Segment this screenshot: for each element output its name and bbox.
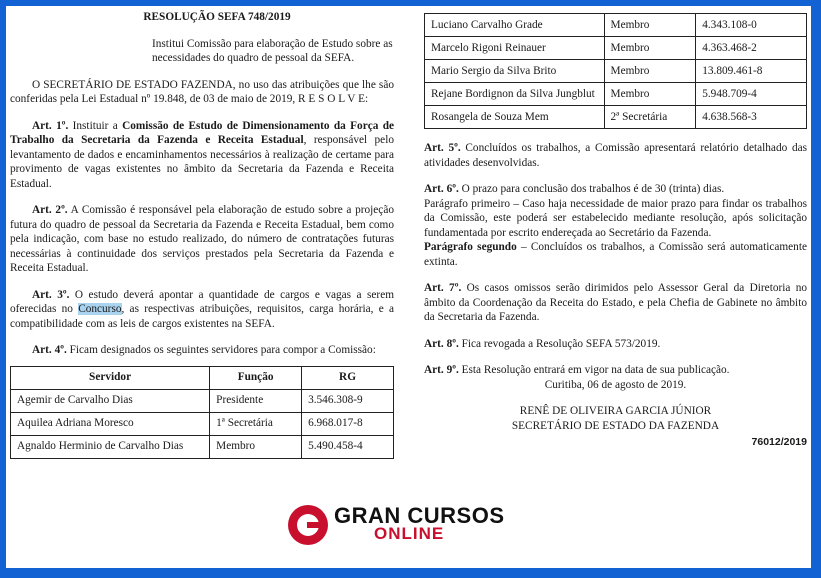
article-7: Art. 7º. Os casos omissos serão dirimidos pelo Assessor Geral da Diretoria no âmbito da Coordenação da Receita do Estado, e pela Chefia de Gabinete no âmbito da Secretaria da Fazenda.	[424, 282, 807, 323]
table-row: Marcelo Rigoni Reinauer Membro 4.363.468-2	[425, 37, 807, 60]
article-3: Art. 3º. O estudo deverá apontar a quantidade de cargos e vagas a serem oferecidas no Concurso, as respectivas atribuições, requisitos, carga horária, e a compatibilidade com as leis de cargos existentes na SEFA.	[10, 288, 394, 330]
logo-text-main: GRAN CURSOS	[334, 503, 505, 528]
g-logo-icon	[288, 505, 328, 545]
preamble: O SECRETÁRIO DE ESTADO FAZENDA, no uso das atribuições que lhe são conferidas pela Lei Estadual nº 19.848, de 03 de maio de 2019, R E S O L V E:	[10, 78, 394, 105]
table-row: Mario Sergio da Silva Brito Membro 13.809.461-8	[425, 60, 807, 83]
table-row: Agnaldo Herminio de Carvalho Dias Membro 5.490.458-4	[11, 435, 394, 458]
article-1: Art. 1º. Instituir a Comissão de Estudo de Dimensionamento da Força de Trabalho da Secretaria da Fazenda e Receita Estadual, responsável pelo levantamento de dados e encaminhamentos necessários à realização de certame para provimento de vagas existentes no âmbito da Secretaria da Fazenda e Receita Estadual.	[10, 119, 394, 190]
table-header-row	[11, 366, 394, 389]
table-row: Aquilea Adriana Moresco 1ª Secretária 6.968.017-8	[11, 412, 394, 435]
table-row: Rejane Bordignon da Silva Jungblut Membro 5.948.709-4	[425, 83, 807, 106]
members-table-part2	[424, 13, 807, 129]
article-2: Art. 2º. A Comissão é responsável pela elaboração de estudo sobre a projeção futura do quadro de pessoal da Secretaria da Fazenda e Receita Estadual, bem como pela indicação, com base no estudo realizado, do número de contratações futuras necessárias à continuidade dos serviços prestados pela Secretaria da Fazenda e Receita Estadual.	[10, 204, 394, 274]
article-9: Art. 9º. Esta Resolução entrará em vigor na data de sua publicação.	[424, 364, 730, 376]
left-column	[10, 10, 394, 459]
table-row: Agemir de Carvalho Dias Presidente 3.546.308-9	[11, 389, 394, 412]
signer-name: RENÊ DE OLIVEIRA GARCIA JÚNIOR	[519, 405, 712, 417]
signature-date: Curitiba, 06 de agosto de 2019.	[544, 378, 687, 391]
header-rg: RG	[302, 366, 394, 389]
signer-role: SECRETÁRIO DE ESTADO DA FAZENDA	[511, 419, 720, 432]
table-row: Luciano Carvalho Grade Membro 4.343.108-0	[425, 14, 807, 37]
table-row: Rosangela de Souza Mem 2ª Secretária 4.638.568-3	[425, 106, 807, 129]
members-table-part1	[10, 366, 394, 459]
header-funcao: Função	[210, 366, 302, 389]
article-6: Art. 6º. O prazo para conclusão dos trabalhos é de 30 (trinta) dias.	[424, 183, 725, 195]
header-servidor: Servidor	[11, 366, 210, 389]
article-6-paragraph-1: Parágrafo primeiro – Caso haja necessidade de maior prazo para findar os trabalhos da Comissão, este poderá ser estabelecido mediante resolução, após solicitação fundamentada por escrito endereçada ao Secretário da Fazenda.	[424, 197, 807, 239]
article-6-paragraph-2: Parágrafo segundo – Concluídos os trabalhos, a Comissão será automaticamente extinta.	[424, 241, 807, 268]
article-5: Art. 5º. Concluídos os trabalhos, a Comissão apresentará relatório detalhado das atividades desenvolvidas.	[424, 142, 808, 169]
resolution-title: RESOLUÇÃO SEFA 748/2019	[143, 11, 291, 23]
article-4: Art. 4º. Ficam designados os seguintes servidores para compor a Comissão:	[32, 344, 376, 356]
article-8: Art. 8º. Fica revogada a Resolução SEFA 573/2019.	[424, 337, 661, 350]
highlighted-word[interactable]: Concurso	[78, 303, 122, 315]
right-column	[424, 13, 807, 450]
document-number: 76012/2019	[751, 436, 807, 448]
gran-cursos-logo[interactable]	[288, 503, 513, 549]
ementa: Institui Comissão para elaboração de Estudo sobre as necessidades do quadro de pessoal da SEFA.	[152, 37, 393, 64]
logo-text-sub: ONLINE	[374, 524, 445, 543]
